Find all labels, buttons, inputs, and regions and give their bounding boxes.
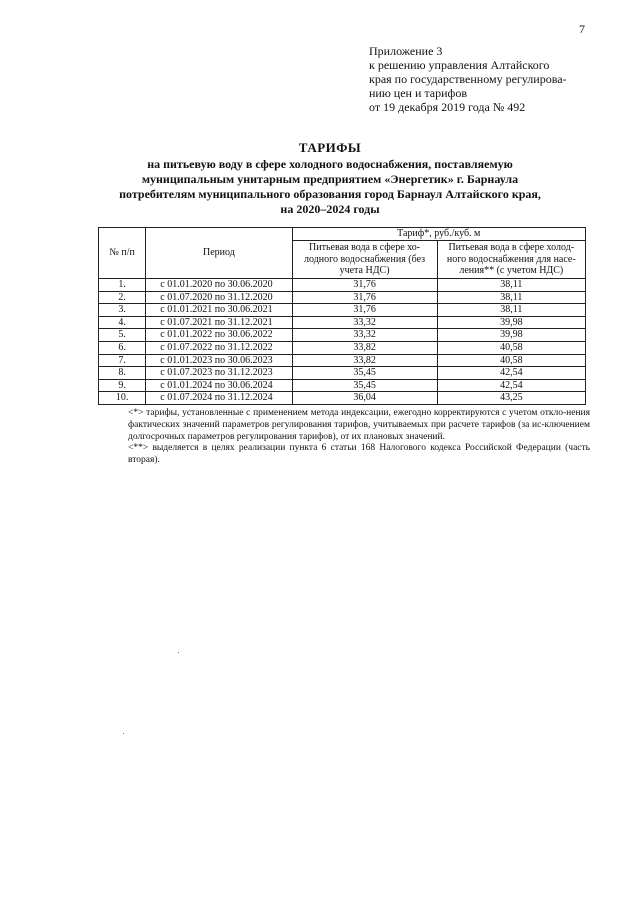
row-tariff-b: 39,98 [437,329,585,342]
page-number: 7 [579,22,585,36]
row-tariff-b: 42,54 [437,379,585,392]
table-row [99,367,586,380]
row-period: с 01.07.2022 по 31.12.2022 [146,341,292,354]
row-tariff-b: 42,54 [437,367,585,380]
appendix-block [369,44,609,114]
row-num: 10. [99,392,146,405]
appendix-line: к решению управления Алтайского [369,58,550,72]
row-period: с 01.01.2023 по 30.06.2023 [146,354,292,367]
footnote-vat: <**> выделяется в целях реализации пункта 6 статьи 168 Налогового кодекса Российской Федерации (часть вторая). [128,443,590,466]
tariff-table [98,227,586,405]
header-col-a: Питьевая вода в сфере хо-лодного водоснабжения (без учета НДС) [292,241,437,279]
row-num: 5. [99,329,146,342]
appendix-line: Приложение 3 [369,44,443,58]
row-period: с 01.07.2024 по 31.12.2024 [146,392,292,405]
scan-speck [123,733,124,734]
table-row [99,279,586,292]
table-row [99,379,586,392]
row-tariff-b: 39,98 [437,316,585,329]
title-heading: ТАРИФЫ [298,140,362,155]
title-line: на 2020–2024 годы [280,202,380,216]
table-row [99,291,586,304]
row-period: с 01.01.2020 по 30.06.2020 [146,279,292,292]
row-tariff-b: 38,11 [437,291,585,304]
row-tariff-b: 40,58 [437,354,585,367]
row-tariff-a: 35,45 [292,367,437,380]
table-row [99,329,586,342]
footnote-tariff: <*> тарифы, установленные с применением метода индексации, ежегодно корректируются с учетом откло-нения фактических значений параметров регулирования тарифов, учитываемых при расчете тарифов (за ис-ключением долгосрочных параметров регулирования тарифов), от их плановых значений. [128,408,590,442]
row-tariff-a: 33,32 [292,316,437,329]
row-period: с 01.01.2021 по 30.06.2021 [146,304,292,317]
row-num: 3. [99,304,146,317]
row-tariff-b: 38,11 [437,304,585,317]
row-num: 4. [99,316,146,329]
row-tariff-b: 40,58 [437,341,585,354]
header-period: Период [146,228,292,279]
appendix-line: края по государственному регулирова- [369,72,567,86]
row-tariff-b: 43,25 [437,392,585,405]
row-num: 7. [99,354,146,367]
row-num: 2. [99,291,146,304]
row-num: 1. [99,279,146,292]
row-tariff-a: 36,04 [292,392,437,405]
title-line: на питьевую воду в сфере холодного водоснабжения, поставляемую [147,157,513,171]
row-tariff-a: 31,76 [292,304,437,317]
title-line: потребителям муниципального образования город Барнаул Алтайского края, [119,187,541,201]
row-tariff-a: 31,76 [292,279,437,292]
row-tariff-b: 38,11 [437,279,585,292]
title-line: муниципальным унитарным предприятием «Энергетик» г. Барнаула [141,172,519,186]
table-row [99,304,586,317]
table-row [99,354,586,367]
row-num: 8. [99,367,146,380]
appendix-line: нию цен и тарифов [369,86,467,100]
row-period: с 01.01.2022 по 30.06.2022 [146,329,292,342]
header-col-b: Питьевая вода в сфере холод-ного водоснабжения для насе-ления** (с учетом НДС) [437,241,585,279]
appendix-line: от 19 декабря 2019 года № 492 [369,100,526,114]
row-period: с 01.07.2020 по 31.12.2020 [146,291,292,304]
row-tariff-a: 31,76 [292,291,437,304]
header-num: № п/п [99,228,146,279]
footnotes [128,408,590,467]
header-tariff-group: Тариф*, руб./куб. м [292,228,586,241]
table-row [99,316,586,329]
document-title [60,140,600,217]
row-period: с 01.07.2023 по 31.12.2023 [146,367,292,380]
row-num: 6. [99,341,146,354]
row-tariff-a: 33,82 [292,341,437,354]
row-tariff-a: 33,82 [292,354,437,367]
table-row [99,341,586,354]
row-period: с 01.01.2024 по 30.06.2024 [146,379,292,392]
row-tariff-a: 35,45 [292,379,437,392]
row-tariff-a: 33,32 [292,329,437,342]
row-num: 9. [99,379,146,392]
row-period: с 01.07.2021 по 31.12.2021 [146,316,292,329]
scan-speck [178,652,179,653]
table-row [99,392,586,405]
